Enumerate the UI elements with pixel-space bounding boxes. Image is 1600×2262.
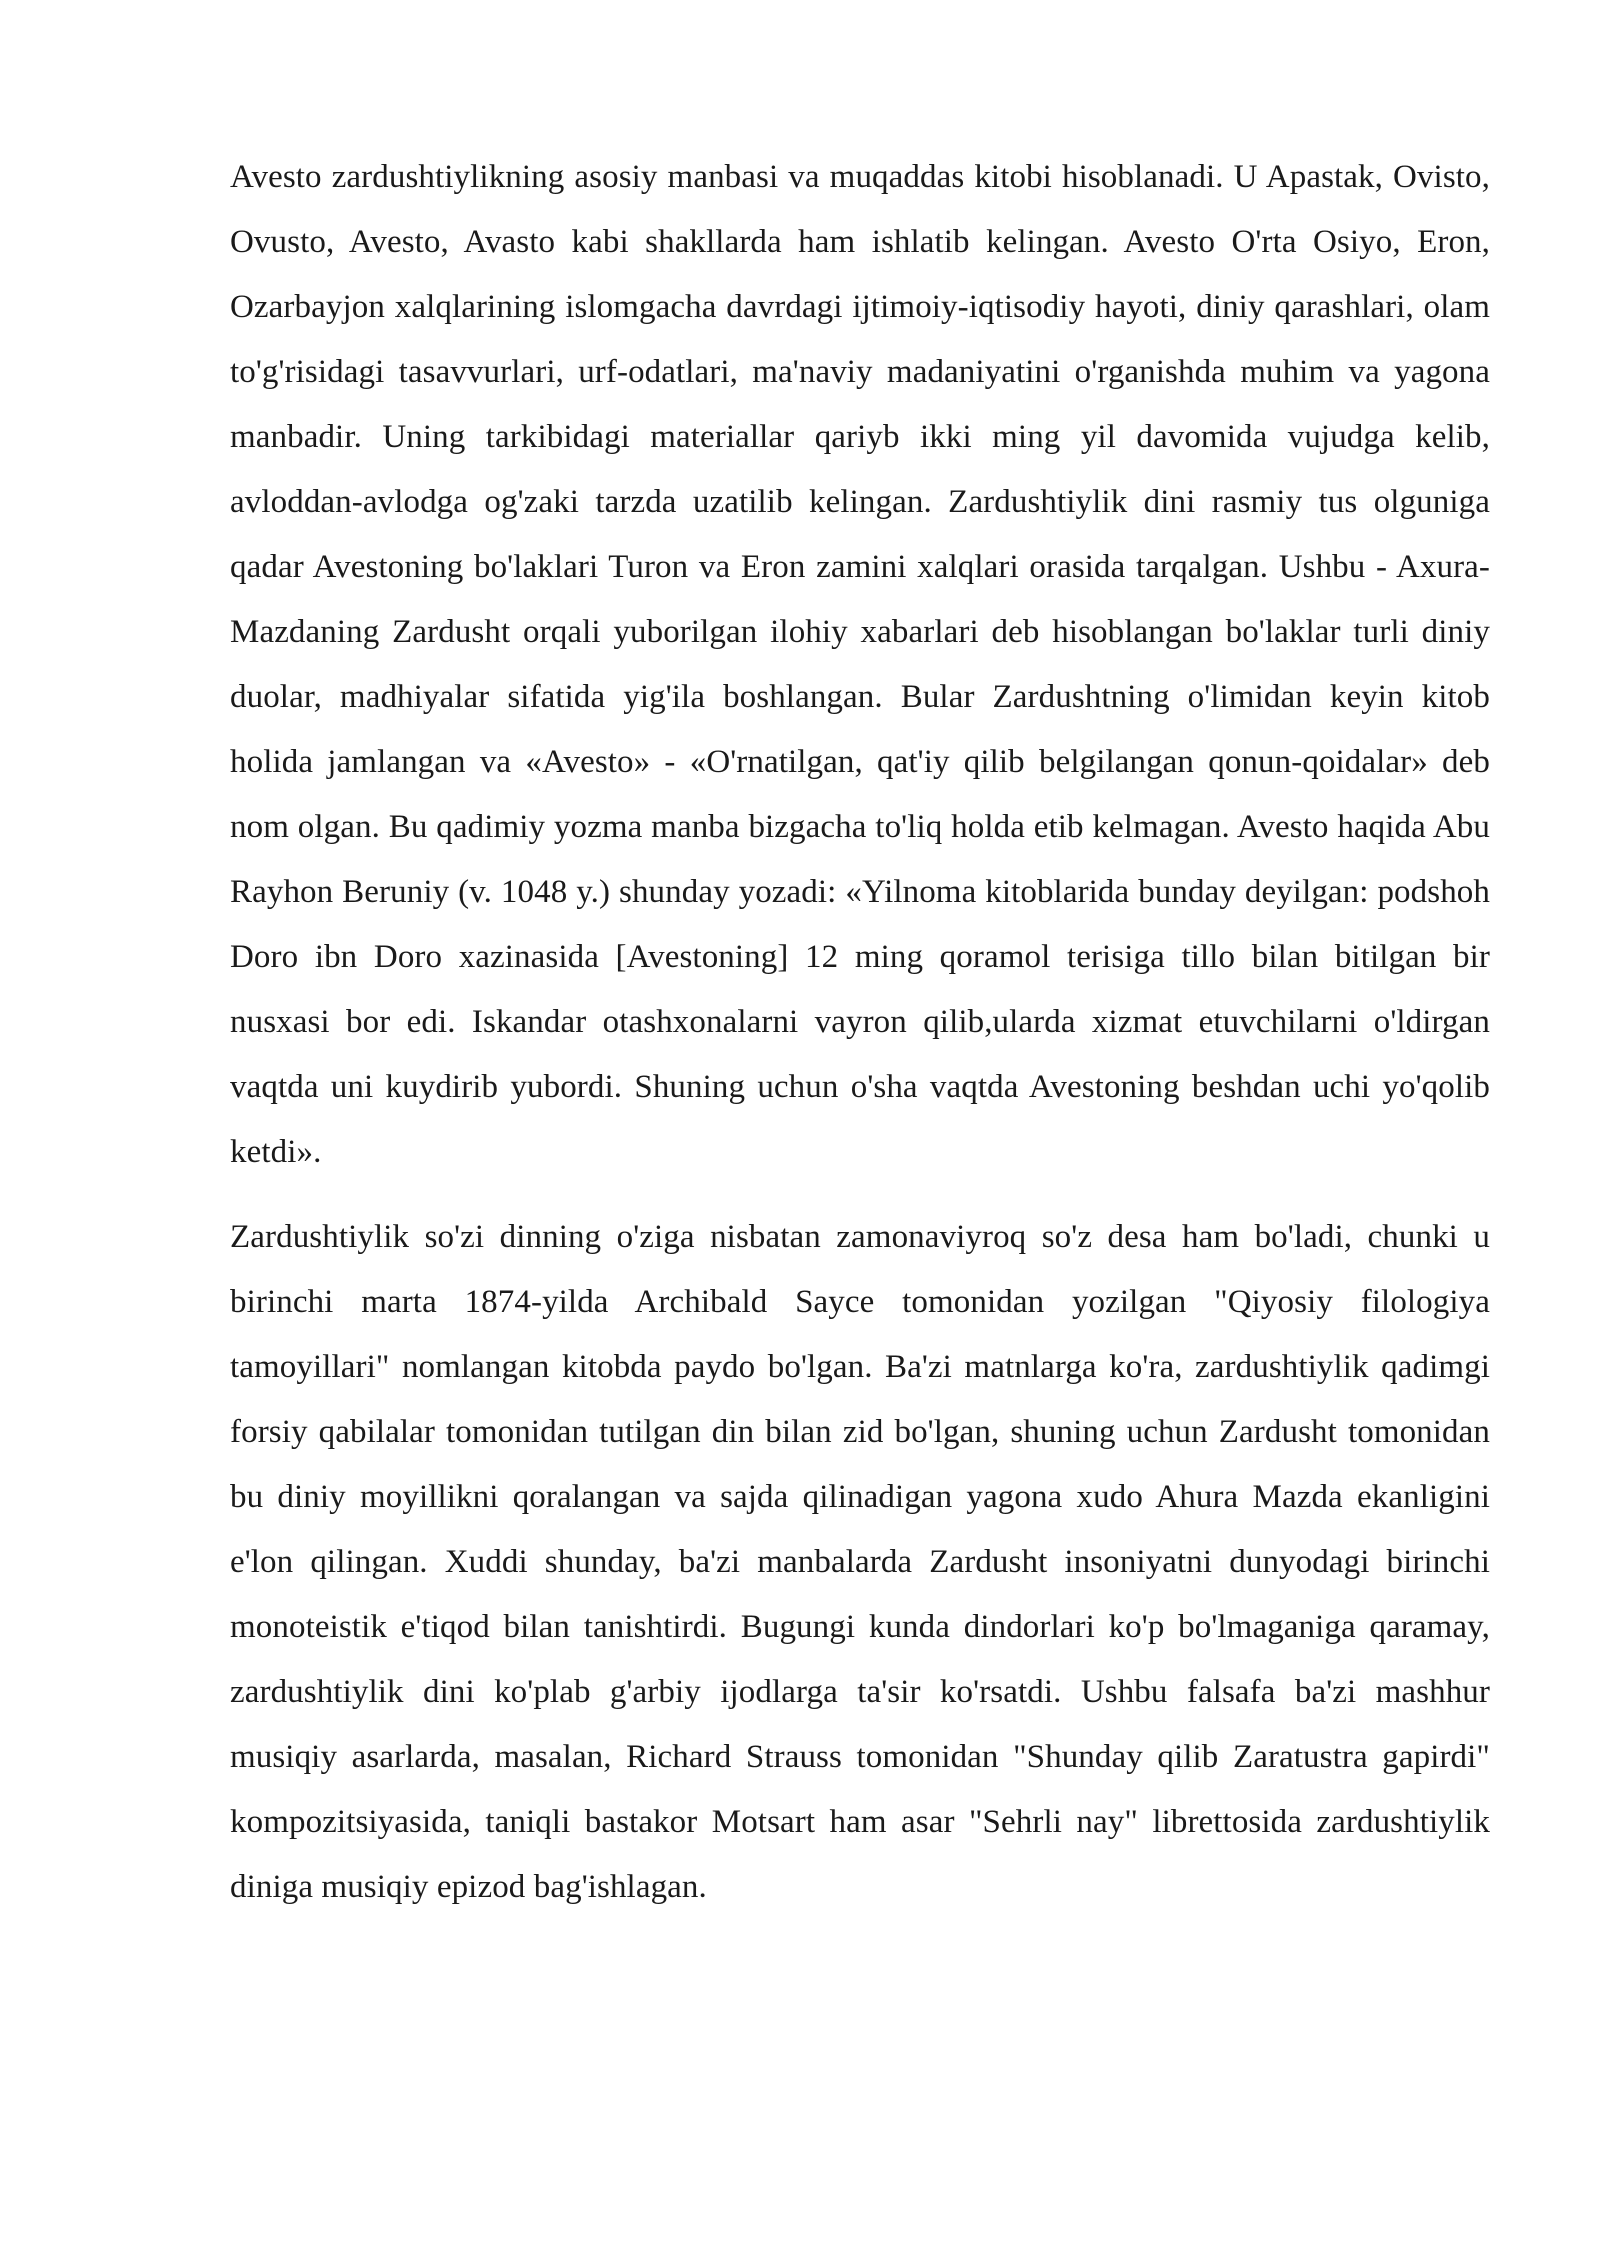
paragraph-zardushtiylik: Zardushtiylik so'zi dinning o'ziga nisbatan zamonaviyroq so'z desa ham bo'ladi, chunki u birinchi marta 1874-yilda Archibald Sayce tomonidan yozilgan "Qiyosiy filologiya tamoyillari" nomlangan kitobda paydo bo'lgan. Ba'zi matnlarga ko'ra, zardushtiylik qadimgi forsiy qabilalar tomonidan tutilgan din bilan zid bo'lgan, shuning uchun Zardusht tomonidan bu diniy moyillikni qoralangan va sajda qilinadigan yagona xudo Ahura Mazda ekanligini e'lon qilingan. Xuddi shunday, ba'zi manbalarda Zardusht insoniyatni dunyodagi birinchi monoteistik e'tiqod bilan tanishtirdi. Bugungi kunda dindorlari ko'p bo'lmaganiga qaramay, zardushtiylik dini ko'plab g'arbiy ijodlarga ta'sir ko'rsatdi. Ushbu falsafa ba'zi mashhur musiqiy asarlarda, masalan, Richard Strauss tomonidan "Shunday qilib Zaratustra gapirdi" kompozitsiyasida, taniqli bastakor Motsart ham asar "Sehrli nay" librettosida zardushtiylik diniga musiqiy epizod bag'ishlagan.	[230, 1219, 1490, 1905]
paragraph-avesto: Avesto zardushtiylikning asosiy manbasi va muqaddas kitobi hisoblanadi. U Apastak, Ovisto, Ovusto, Avesto, Avasto kabi shakllarda ham ishlatib kelingan. Avesto O'rta Osiyo, Eron, Ozarbayjon xalqlarining islomgacha davrdagi ijtimoiy-iqtisodiy hayoti, diniy qarashlari, olam to'g'risidagi tasavvurlari, urf-odatlari, ma'naviy madaniyatini o'rganishda muhim va yagona manbadir. Uning tarkibidagi materiallar qariyb ikki ming yil davomida vujudga kelib, avloddan-avlodga og'zaki tarzda uzatilib kelingan. Zardushtiylik dini rasmiy tus olguniga qadar Avestoning bo'laklari Turon va Eron zamini xalqlari orasida tarqalgan. Ushbu - Axura-Mazdaning Zardusht orqali yuborilgan ilohiy xabarlari deb hisoblangan bo'laklar turli diniy duolar, madhiyalar sifatida yig'ila boshlangan. Bular Zardushtning o'limidan keyin kitob holida jamlangan va «Avesto» - «O'rnatilgan, qat'iy qilib belgilangan qonun-qoidalar» deb nom olgan. Bu qadimiy yozma manba bizgacha to'liq holda etib kelmagan. Avesto haqida Abu Rayhon Beruniy (v. 1048 y.) shunday yozadi: «Yilnoma kitoblarida bunday deyilgan: podshoh Doro ibn Doro xazinasida [Avestoning] 12 ming qoramol terisiga tillo bilan bitilgan bir nusxasi bor edi. Iskandar otashxonalarni vayron qilib,ularda xizmat etuvchilarni o'ldirgan vaqtda uni kuydirib yubordi. Shuning uchun o'sha vaqtda Avestoning beshdan uchi yo'qolib ketdi».	[230, 159, 1490, 1170]
document-body	[230, 145, 1490, 1920]
